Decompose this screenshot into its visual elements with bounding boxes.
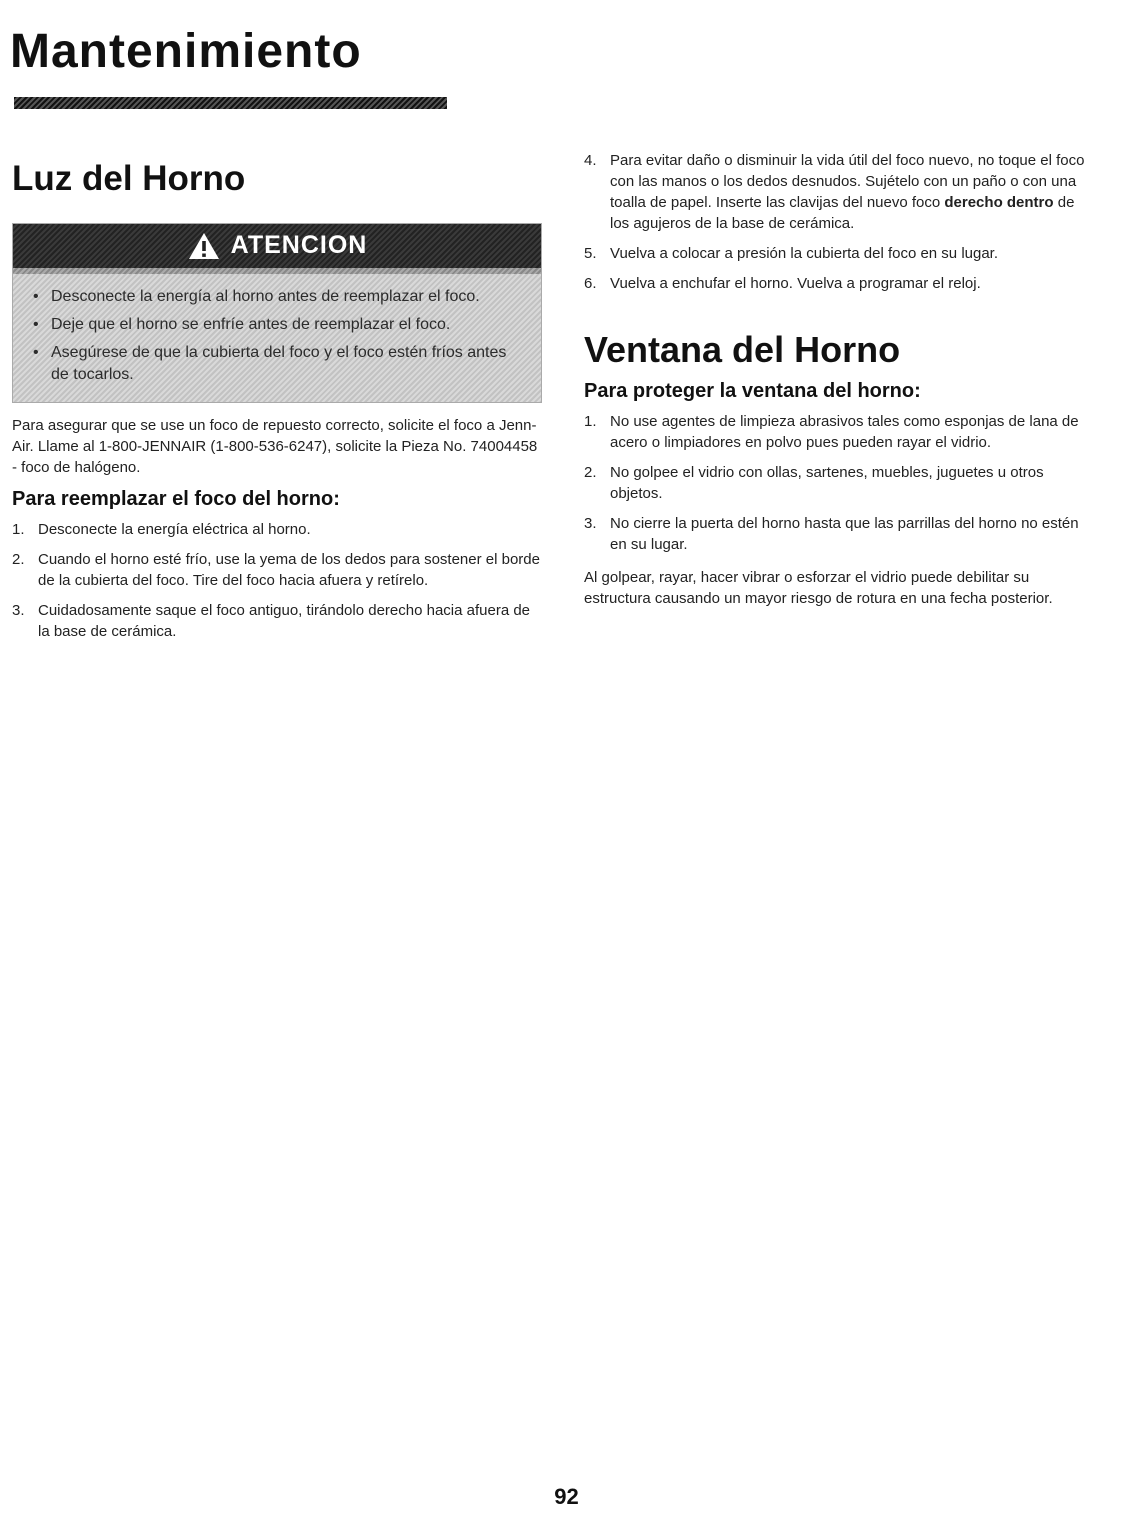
step-number: 5.: [584, 245, 597, 262]
step-text-part: de los agujeros de la base de cerámica.: [610, 194, 1075, 232]
list-item: [584, 150, 1089, 234]
caution-item: • Desconecte la energía al horno antes de reemplazar el foco.: [31, 286, 523, 308]
step-number: 1.: [12, 520, 25, 538]
page-title: Mantenimiento: [10, 25, 362, 78]
list-item: [584, 243, 1089, 264]
intro-paragraph: Para asegurar que se use un foco de repuesto correcto, solicite el foco a Jenn-Air. Llame al 1-800-JENNAIR (1-800-536-6247), solicite la Pieza No. 74004458 - foco de halógeno.: [12, 416, 538, 476]
closing-paragraph: Al golpear, rayar, hacer vibrar o esforzar el vidrio puede debilitar su estructura causando un mayor riesgo de rotura en una fecha posterior.: [584, 568, 1053, 607]
step-text: No cierre la puerta del horno hasta que las parrillas del horno no estén en su lugar.: [610, 514, 1079, 553]
step-number: 6.: [584, 275, 597, 292]
step-text-emphasis: derecho dentro: [944, 194, 1054, 211]
step-text: Vuelva a enchufar el horno. Vuelva a programar el reloj.: [610, 275, 981, 292]
subheading-protect-window: Para proteger la ventana del horno:: [584, 379, 921, 402]
caution-header-stripe: [13, 268, 541, 274]
list-item: [584, 462, 1089, 504]
caution-header: [13, 224, 541, 268]
step-number: 3.: [584, 514, 597, 532]
list-item: [12, 600, 544, 642]
step-number: 3.: [12, 601, 25, 619]
right-column: [584, 150, 1089, 609]
list-item: [584, 411, 1089, 453]
caution-label: ATENCION: [230, 231, 368, 259]
step-number: 4.: [584, 152, 597, 169]
title-rule: [14, 97, 447, 109]
step-text: Cuidadosamente saque el foco antiguo, tirándolo derecho hacia afuera de la base de cerámica.: [38, 601, 531, 640]
step-text: Desconecte la energía eléctrica al horno.: [38, 520, 311, 538]
step-text: Cuando el horno esté frío, use la yema de los dedos para sostener el borde de la cubierta del foco. Tire del foco hacia afuera y retírelo.: [38, 550, 540, 589]
window-steps-list: [584, 411, 1089, 555]
section-heading-luz: Luz del Horno: [12, 159, 246, 198]
step-text: No golpee el vidrio con ollas, sartenes, muebles, juguetes u otros objetos.: [610, 463, 1044, 502]
step-text: No use agentes de limpieza abrasivos tales como esponjas de lana de acero o limpiadores en polvo pues pueden rayar el vidrio.: [610, 412, 1079, 451]
replace-steps-continued: [584, 150, 1089, 294]
step-text: Vuelva a colocar a presión la cubierta del foco en su lugar.: [610, 245, 999, 262]
warning-triangle-icon: [187, 231, 221, 261]
step-number: 2.: [12, 550, 25, 568]
subheading-replace-bulb: Para reemplazar el foco del horno:: [12, 487, 340, 510]
step-text: [610, 150, 1089, 234]
step-text-part: Para evitar daño o disminuir la vida útil del foco nuevo, no toque el foco con las manos o los dedos desnudos. Sujételo con un paño o con una toalla de papel. Inserte las clavijas del nuevo foco: [610, 152, 1085, 211]
step-number: 1.: [584, 412, 597, 430]
caution-list: [13, 282, 541, 402]
list-item: [12, 519, 544, 540]
page-number: 92: [554, 1484, 579, 1509]
replace-steps-list: [12, 519, 544, 642]
section-heading-ventana: Ventana del Horno: [584, 329, 901, 370]
step-number: 2.: [584, 463, 597, 481]
list-item: [12, 549, 544, 591]
caution-item: • Asegúrese de que la cubierta del foco y el foco estén fríos antes de tocarlos.: [31, 342, 523, 386]
caution-item: • Deje que el horno se enfríe antes de reemplazar el foco.: [31, 314, 523, 336]
list-item: [584, 513, 1089, 555]
left-column: [12, 150, 544, 651]
caution-box: [12, 223, 542, 403]
list-item: [584, 273, 1089, 294]
